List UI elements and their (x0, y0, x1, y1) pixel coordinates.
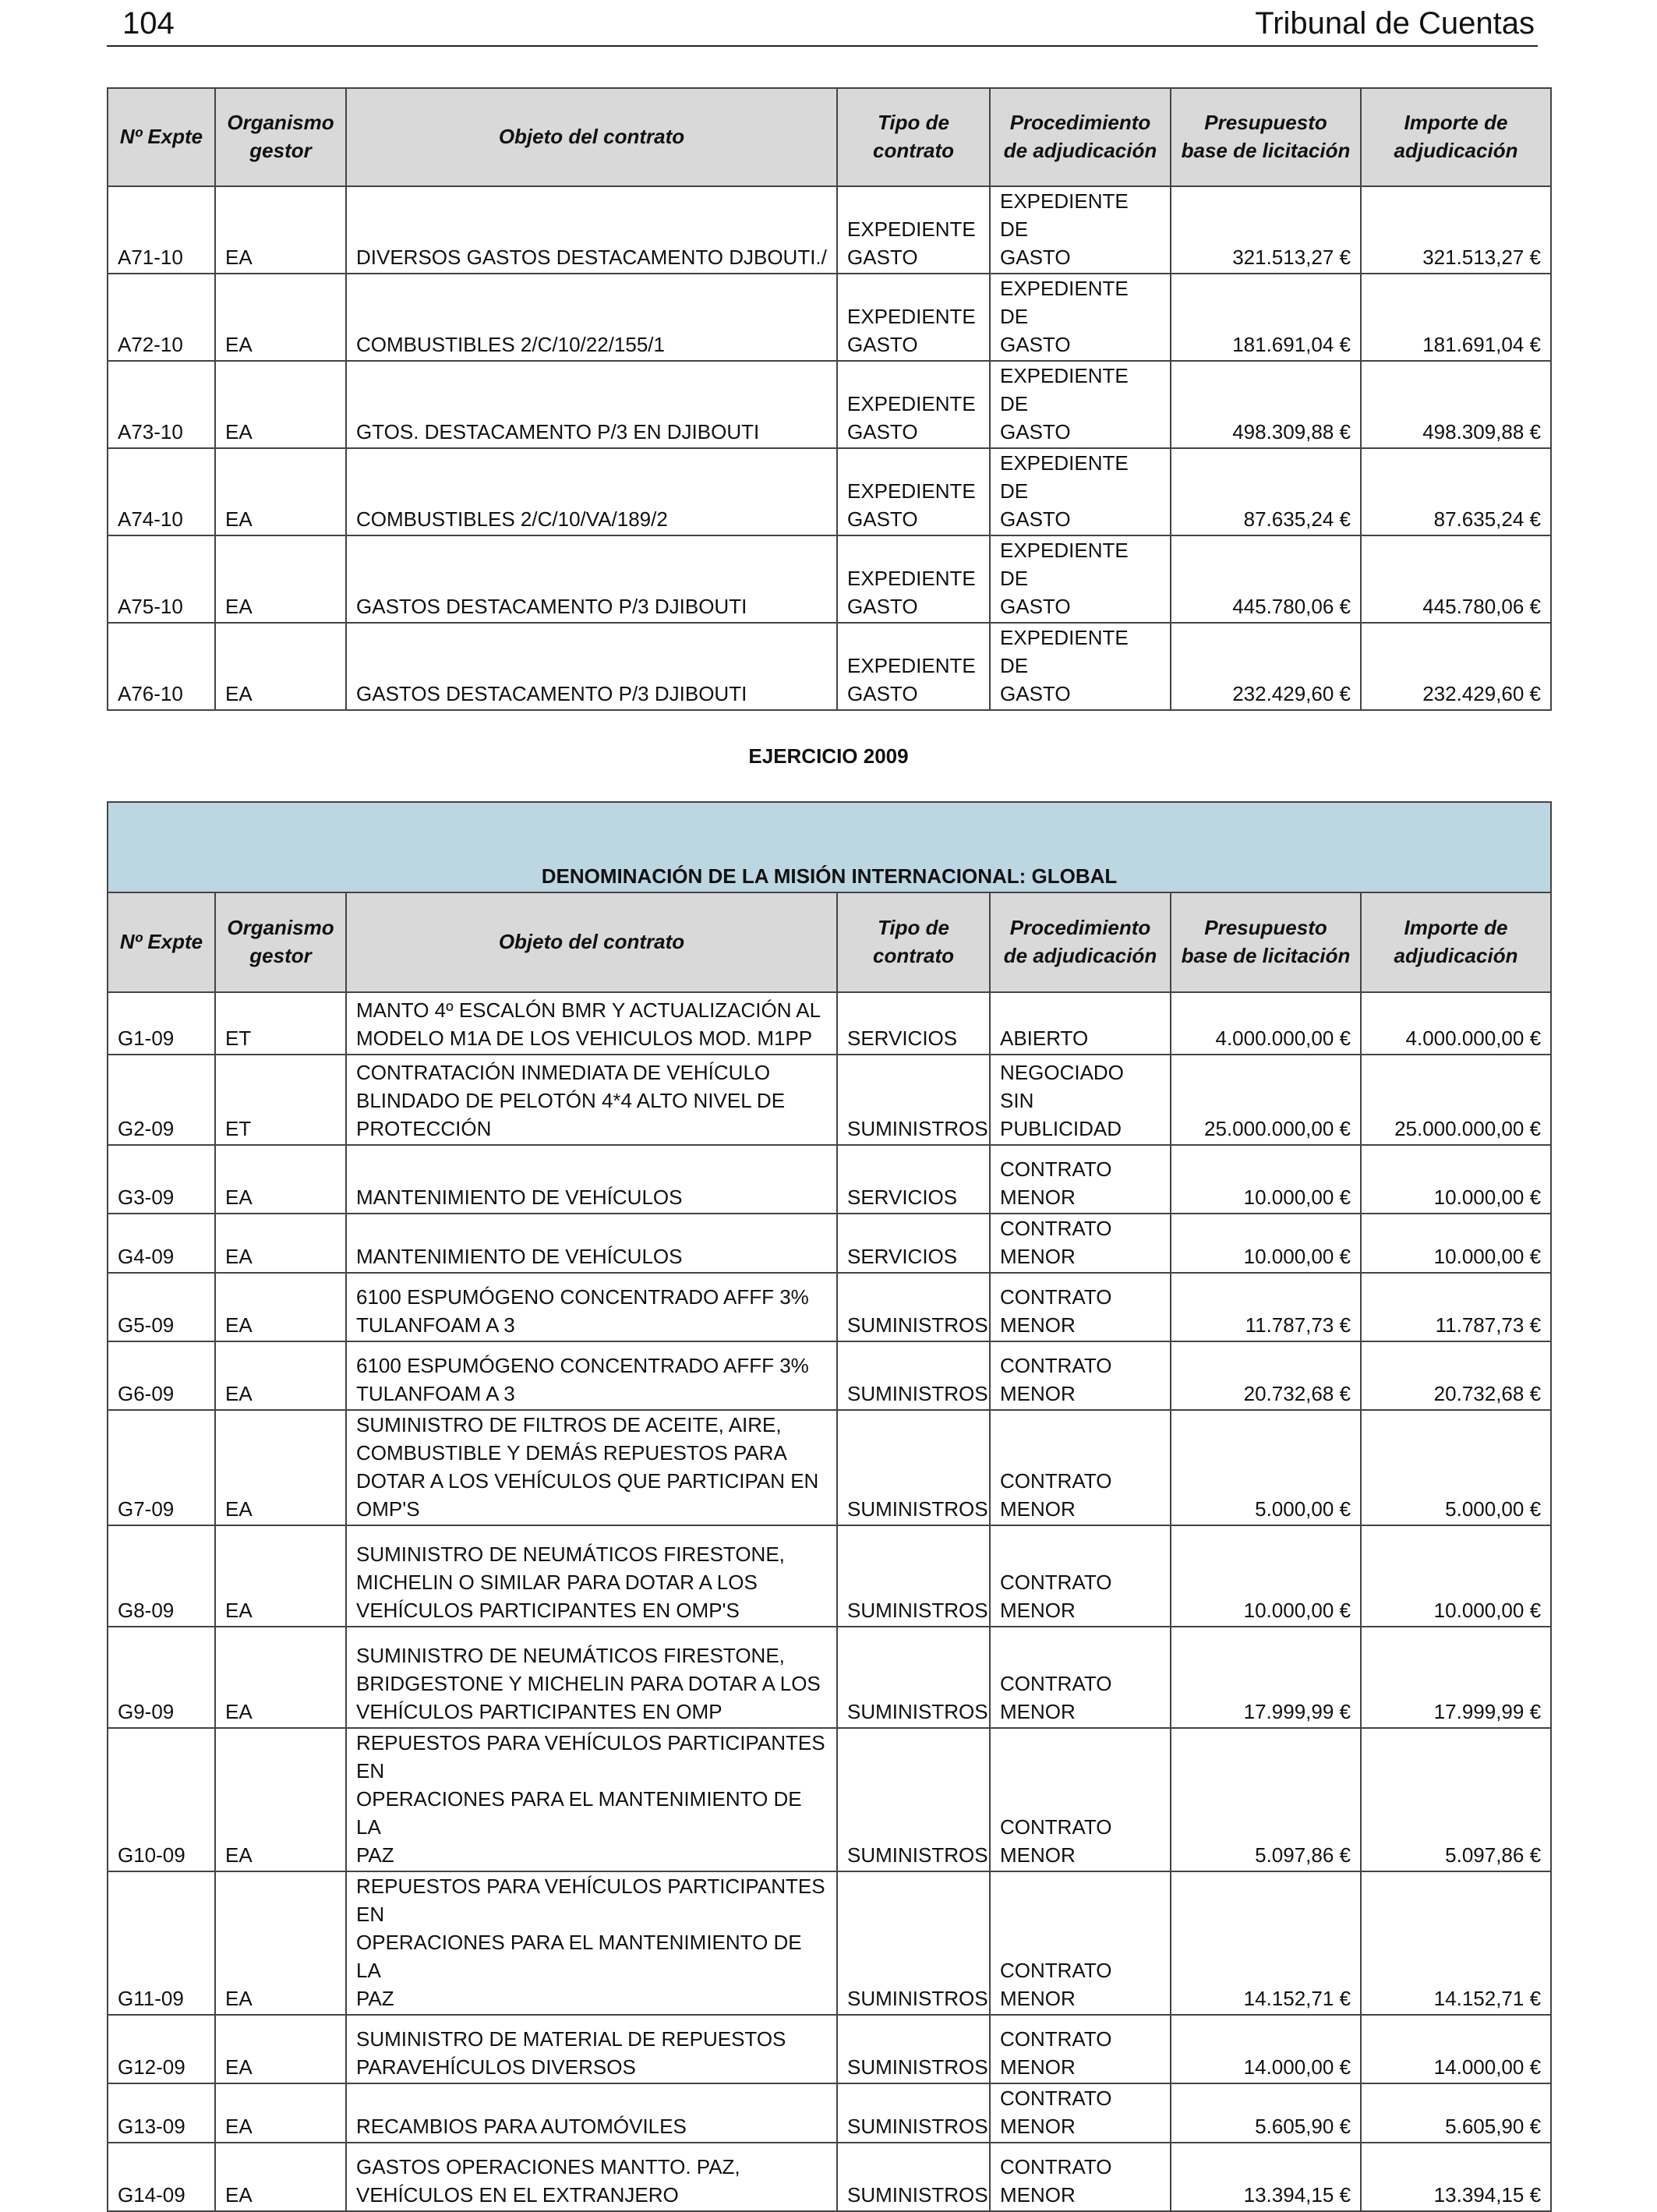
cell-objeto: COMBUSTIBLES 2/C/10/22/155/1 (346, 274, 837, 361)
col-procedimiento: Procedimiento de adjudicación (990, 892, 1171, 992)
cell-procedimiento: EXPEDIENTE DE GASTO (990, 274, 1171, 361)
cell-organismo: EA (215, 1410, 346, 1525)
cell-importe: 10.000,00 € (1361, 1525, 1551, 1627)
cell-organismo: EA (215, 623, 346, 710)
cell-expte: G2-09 (108, 1055, 215, 1145)
col-objeto: Objeto del contrato (346, 88, 837, 186)
cell-procedimiento: CONTRATO MENOR (990, 1341, 1171, 1410)
cell-objeto: GASTOS DESTACAMENTO P/3 DJIBOUTI (346, 535, 837, 623)
table-row (108, 1341, 1551, 1410)
cell-expte: G3-09 (108, 1145, 215, 1214)
cell-importe: 181.691,04 € (1361, 274, 1551, 361)
cell-presupuesto: 17.999,99 € (1171, 1627, 1361, 1728)
cell-presupuesto: 10.000,00 € (1171, 1525, 1361, 1627)
publisher-name: Tribunal de Cuentas (1255, 6, 1535, 41)
cell-organismo: EA (215, 361, 346, 448)
col-tipo: Tipo de contrato (837, 892, 990, 992)
cell-procedimiento: EXPEDIENTE DE GASTO (990, 623, 1171, 710)
cell-tipo: EXPEDIENTE GASTO (837, 535, 990, 623)
cell-objeto: DIVERSOS GASTOS DESTACAMENTO DJBOUTI./ (346, 186, 837, 274)
cell-procedimiento: EXPEDIENTE DE GASTO (990, 361, 1171, 448)
cell-objeto: REPUESTOS PARA VEHÍCULOS PARTICIPANTES EN OPERACIONES PARA EL MANTENIMIENTO DE LA PAZ (346, 1728, 837, 1871)
table-row (108, 2015, 1551, 2083)
cell-tipo: EXPEDIENTE GASTO (837, 274, 990, 361)
cell-expte: G5-09 (108, 1273, 215, 1341)
cell-procedimiento: CONTRATO MENOR (990, 1214, 1171, 1273)
cell-organismo: EA (215, 2143, 346, 2211)
cell-expte: G4-09 (108, 1214, 215, 1273)
cell-objeto: RECAMBIOS PARA AUTOMÓVILES (346, 2083, 837, 2143)
cell-organismo: ET (215, 1055, 346, 1145)
cell-procedimiento: NEGOCIADO SIN PUBLICIDAD (990, 1055, 1171, 1145)
cell-presupuesto: 445.780,06 € (1171, 535, 1361, 623)
table-header-row (108, 892, 1551, 992)
cell-expte: G14-09 (108, 2143, 215, 2211)
cell-objeto: 6100 ESPUMÓGENO CONCENTRADO AFFF 3% TULANFOAM A 3 (346, 1341, 837, 1410)
cell-objeto: SUMINISTRO DE NEUMÁTICOS FIRESTONE, MICHELIN O SIMILAR PARA DOTAR A LOS VEHÍCULOS PARTICIPANTES EN OMP'S (346, 1525, 837, 1627)
cell-expte: G9-09 (108, 1627, 215, 1728)
cell-organismo: EA (215, 1341, 346, 1410)
cell-objeto: GTOS. DESTACAMENTO P/3 EN DJIBOUTI (346, 361, 837, 448)
cell-presupuesto: 14.000,00 € (1171, 2015, 1361, 2083)
table-row (108, 1214, 1551, 1273)
cell-presupuesto: 10.000,00 € (1171, 1214, 1361, 1273)
cell-tipo: SUMINISTROS (837, 1410, 990, 1525)
cell-procedimiento: EXPEDIENTE DE GASTO (990, 448, 1171, 535)
cell-importe: 498.309,88 € (1361, 361, 1551, 448)
cell-importe: 5.605,90 € (1361, 2083, 1551, 2143)
cell-procedimiento: CONTRATO MENOR (990, 2143, 1171, 2211)
cell-procedimiento: CONTRATO MENOR (990, 1525, 1171, 1627)
col-tipo: Tipo de contrato (837, 88, 990, 186)
col-procedimiento: Procedimiento de adjudicación (990, 88, 1171, 186)
table-row (108, 2083, 1551, 2143)
cell-tipo: SUMINISTROS (837, 2083, 990, 2143)
col-expte: Nº Expte (108, 892, 215, 992)
cell-presupuesto: 87.635,24 € (1171, 448, 1361, 535)
cell-expte: G12-09 (108, 2015, 215, 2083)
table-row (108, 992, 1551, 1055)
cell-tipo: SUMINISTROS (837, 1627, 990, 1728)
cell-objeto: COMBUSTIBLES 2/C/10/VA/189/2 (346, 448, 837, 535)
cell-tipo: SUMINISTROS (837, 1525, 990, 1627)
cell-importe: 10.000,00 € (1361, 1145, 1551, 1214)
cell-importe: 232.429,60 € (1361, 623, 1551, 710)
cell-organismo: EA (215, 448, 346, 535)
cell-tipo: EXPEDIENTE GASTO (837, 623, 990, 710)
cell-organismo: EA (215, 1627, 346, 1728)
cell-importe: 5.000,00 € (1361, 1410, 1551, 1525)
page-header (107, 0, 1538, 47)
cell-importe: 20.732,68 € (1361, 1341, 1551, 1410)
cell-importe: 14.152,71 € (1361, 1871, 1551, 2015)
cell-procedimiento: CONTRATO MENOR (990, 1871, 1171, 2015)
cell-expte: G1-09 (108, 992, 215, 1055)
cell-importe: 321.513,27 € (1361, 186, 1551, 274)
col-organismo: Organismo gestor (215, 892, 346, 992)
col-expte: Nº Expte (108, 88, 215, 186)
cell-tipo: SUMINISTROS (837, 1273, 990, 1341)
table-row (108, 2143, 1551, 2211)
cell-expte: G7-09 (108, 1410, 215, 1525)
col-objeto: Objeto del contrato (346, 892, 837, 992)
cell-objeto: MANTENIMIENTO DE VEHÍCULOS (346, 1214, 837, 1273)
cell-tipo: EXPEDIENTE GASTO (837, 448, 990, 535)
cell-importe: 10.000,00 € (1361, 1214, 1551, 1273)
cell-importe: 17.999,99 € (1361, 1627, 1551, 1728)
cell-expte: G11-09 (108, 1871, 215, 2015)
cell-presupuesto: 13.394,15 € (1171, 2143, 1361, 2211)
table-row (108, 448, 1551, 535)
table-header-row (108, 88, 1551, 186)
cell-organismo: EA (215, 186, 346, 274)
cell-importe: 13.394,15 € (1361, 2143, 1551, 2211)
cell-objeto: GASTOS DESTACAMENTO P/3 DJIBOUTI (346, 623, 837, 710)
cell-organismo: EA (215, 2083, 346, 2143)
table-row (108, 361, 1551, 448)
cell-procedimiento: CONTRATO MENOR (990, 1273, 1171, 1341)
cell-expte: G13-09 (108, 2083, 215, 2143)
cell-presupuesto: 10.000,00 € (1171, 1145, 1361, 1214)
cell-presupuesto: 25.000.000,00 € (1171, 1055, 1361, 1145)
cell-organismo: EA (215, 535, 346, 623)
cell-procedimiento: CONTRATO MENOR (990, 1145, 1171, 1214)
cell-tipo: SUMINISTROS (837, 1871, 990, 2015)
col-importe: Importe de adjudicación (1361, 88, 1551, 186)
cell-objeto: SUMINISTRO DE MATERIAL DE REPUESTOS PARAVEHÍCULOS DIVERSOS (346, 2015, 837, 2083)
cell-presupuesto: 14.152,71 € (1171, 1871, 1361, 2015)
table-row (108, 1728, 1551, 1871)
cell-expte: A72-10 (108, 274, 215, 361)
cell-procedimiento: CONTRATO MENOR (990, 1728, 1171, 1871)
cell-expte: A76-10 (108, 623, 215, 710)
cell-tipo: SUMINISTROS (837, 1728, 990, 1871)
cell-presupuesto: 498.309,88 € (1171, 361, 1361, 448)
cell-procedimiento: CONTRATO MENOR (990, 2083, 1171, 2143)
cell-presupuesto: 232.429,60 € (1171, 623, 1361, 710)
cell-importe: 14.000,00 € (1361, 2015, 1551, 2083)
cell-objeto: SUMINISTRO DE FILTROS DE ACEITE, AIRE, COMBUSTIBLE Y DEMÁS REPUESTOS PARA DOTAR A LOS VEHÍCULOS QUE PARTICIPAN EN OMP'S (346, 1410, 837, 1525)
table-row (108, 1055, 1551, 1145)
cell-presupuesto: 11.787,73 € (1171, 1273, 1361, 1341)
cell-presupuesto: 5.097,86 € (1171, 1728, 1361, 1871)
cell-objeto: REPUESTOS PARA VEHÍCULOS PARTICIPANTES EN OPERACIONES PARA EL MANTENIMIENTO DE LA PAZ (346, 1871, 837, 2015)
col-presupuesto: Presupuesto base de licitación (1171, 88, 1361, 186)
cell-tipo: SUMINISTROS (837, 1055, 990, 1145)
col-presupuesto: Presupuesto base de licitación (1171, 892, 1361, 992)
cell-organismo: ET (215, 992, 346, 1055)
cell-procedimiento: EXPEDIENTE DE GASTO (990, 535, 1171, 623)
cell-organismo: EA (215, 1145, 346, 1214)
cell-expte: A75-10 (108, 535, 215, 623)
table-row (108, 1525, 1551, 1627)
contracts-table-2010 (107, 87, 1552, 711)
cell-procedimiento: CONTRATO MENOR (990, 1410, 1171, 1525)
cell-tipo: EXPEDIENTE GASTO (837, 361, 990, 448)
mission-title: DENOMINACIÓN DE LA MISIÓN INTERNACIONAL: GLOBAL (108, 802, 1551, 892)
contracts-table-2009 (107, 801, 1552, 2212)
cell-procedimiento: CONTRATO MENOR (990, 2015, 1171, 2083)
table-row (108, 535, 1551, 623)
cell-expte: G10-09 (108, 1728, 215, 1871)
cell-importe: 4.000.000,00 € (1361, 992, 1551, 1055)
cell-tipo: SUMINISTROS (837, 2015, 990, 2083)
cell-tipo: SERVICIOS (837, 992, 990, 1055)
table-row (108, 186, 1551, 274)
cell-presupuesto: 181.691,04 € (1171, 274, 1361, 361)
cell-objeto: MANTO 4º ESCALÓN BMR Y ACTUALIZACIÓN AL MODELO M1A DE LOS VEHICULOS MOD. M1PP (346, 992, 837, 1055)
cell-importe: 25.000.000,00 € (1361, 1055, 1551, 1145)
col-organismo: Organismo gestor (215, 88, 346, 186)
cell-presupuesto: 5.605,90 € (1171, 2083, 1361, 2143)
cell-organismo: EA (215, 1871, 346, 2015)
cell-organismo: EA (215, 274, 346, 361)
cell-objeto: MANTENIMIENTO DE VEHÍCULOS (346, 1145, 837, 1214)
cell-expte: A73-10 (108, 361, 215, 448)
cell-presupuesto: 4.000.000,00 € (1171, 992, 1361, 1055)
cell-objeto: GASTOS OPERACIONES MANTTO. PAZ, VEHÍCULOS EN EL EXTRANJERO (346, 2143, 837, 2211)
cell-tipo: SUMINISTROS (837, 2143, 990, 2211)
cell-objeto: CONTRATACIÓN INMEDIATA DE VEHÍCULO BLINDADO DE PELOTÓN 4*4 ALTO NIVEL DE PROTECCIÓN (346, 1055, 837, 1145)
cell-organismo: EA (215, 2015, 346, 2083)
table-row (108, 623, 1551, 710)
table-row (108, 1273, 1551, 1341)
cell-procedimiento: EXPEDIENTE DE GASTO (990, 186, 1171, 274)
cell-expte: G8-09 (108, 1525, 215, 1627)
cell-importe: 11.787,73 € (1361, 1273, 1551, 1341)
cell-tipo: SERVICIOS (837, 1145, 990, 1214)
cell-importe: 87.635,24 € (1361, 448, 1551, 535)
exercise-title: EJERCICIO 2009 (748, 744, 909, 768)
cell-presupuesto: 321.513,27 € (1171, 186, 1361, 274)
cell-tipo: SUMINISTROS (837, 1341, 990, 1410)
cell-procedimiento: ABIERTO (990, 992, 1171, 1055)
cell-tipo: EXPEDIENTE GASTO (837, 186, 990, 274)
table-row (108, 1410, 1551, 1525)
table-row (108, 1627, 1551, 1728)
cell-organismo: EA (215, 1273, 346, 1341)
cell-presupuesto: 20.732,68 € (1171, 1341, 1361, 1410)
table-row (108, 274, 1551, 361)
cell-organismo: EA (215, 1214, 346, 1273)
page-number: 104 (122, 6, 175, 41)
cell-organismo: EA (215, 1728, 346, 1871)
cell-objeto: SUMINISTRO DE NEUMÁTICOS FIRESTONE, BRIDGESTONE Y MICHELIN PARA DOTAR A LOS VEHÍCULOS PARTICIPANTES EN OMP (346, 1627, 837, 1728)
cell-objeto: 6100 ESPUMÓGENO CONCENTRADO AFFF 3% TULANFOAM A 3 (346, 1273, 837, 1341)
cell-presupuesto: 5.000,00 € (1171, 1410, 1361, 1525)
cell-tipo: SERVICIOS (837, 1214, 990, 1273)
cell-procedimiento: CONTRATO MENOR (990, 1627, 1171, 1728)
table-row (108, 1145, 1551, 1214)
col-importe: Importe de adjudicación (1361, 892, 1551, 992)
cell-organismo: EA (215, 1525, 346, 1627)
mission-row (108, 802, 1551, 892)
cell-expte: A74-10 (108, 448, 215, 535)
table-row (108, 1871, 1551, 2015)
cell-expte: A71-10 (108, 186, 215, 274)
cell-importe: 5.097,86 € (1361, 1728, 1551, 1871)
cell-importe: 445.780,06 € (1361, 535, 1551, 623)
cell-expte: G6-09 (108, 1341, 215, 1410)
